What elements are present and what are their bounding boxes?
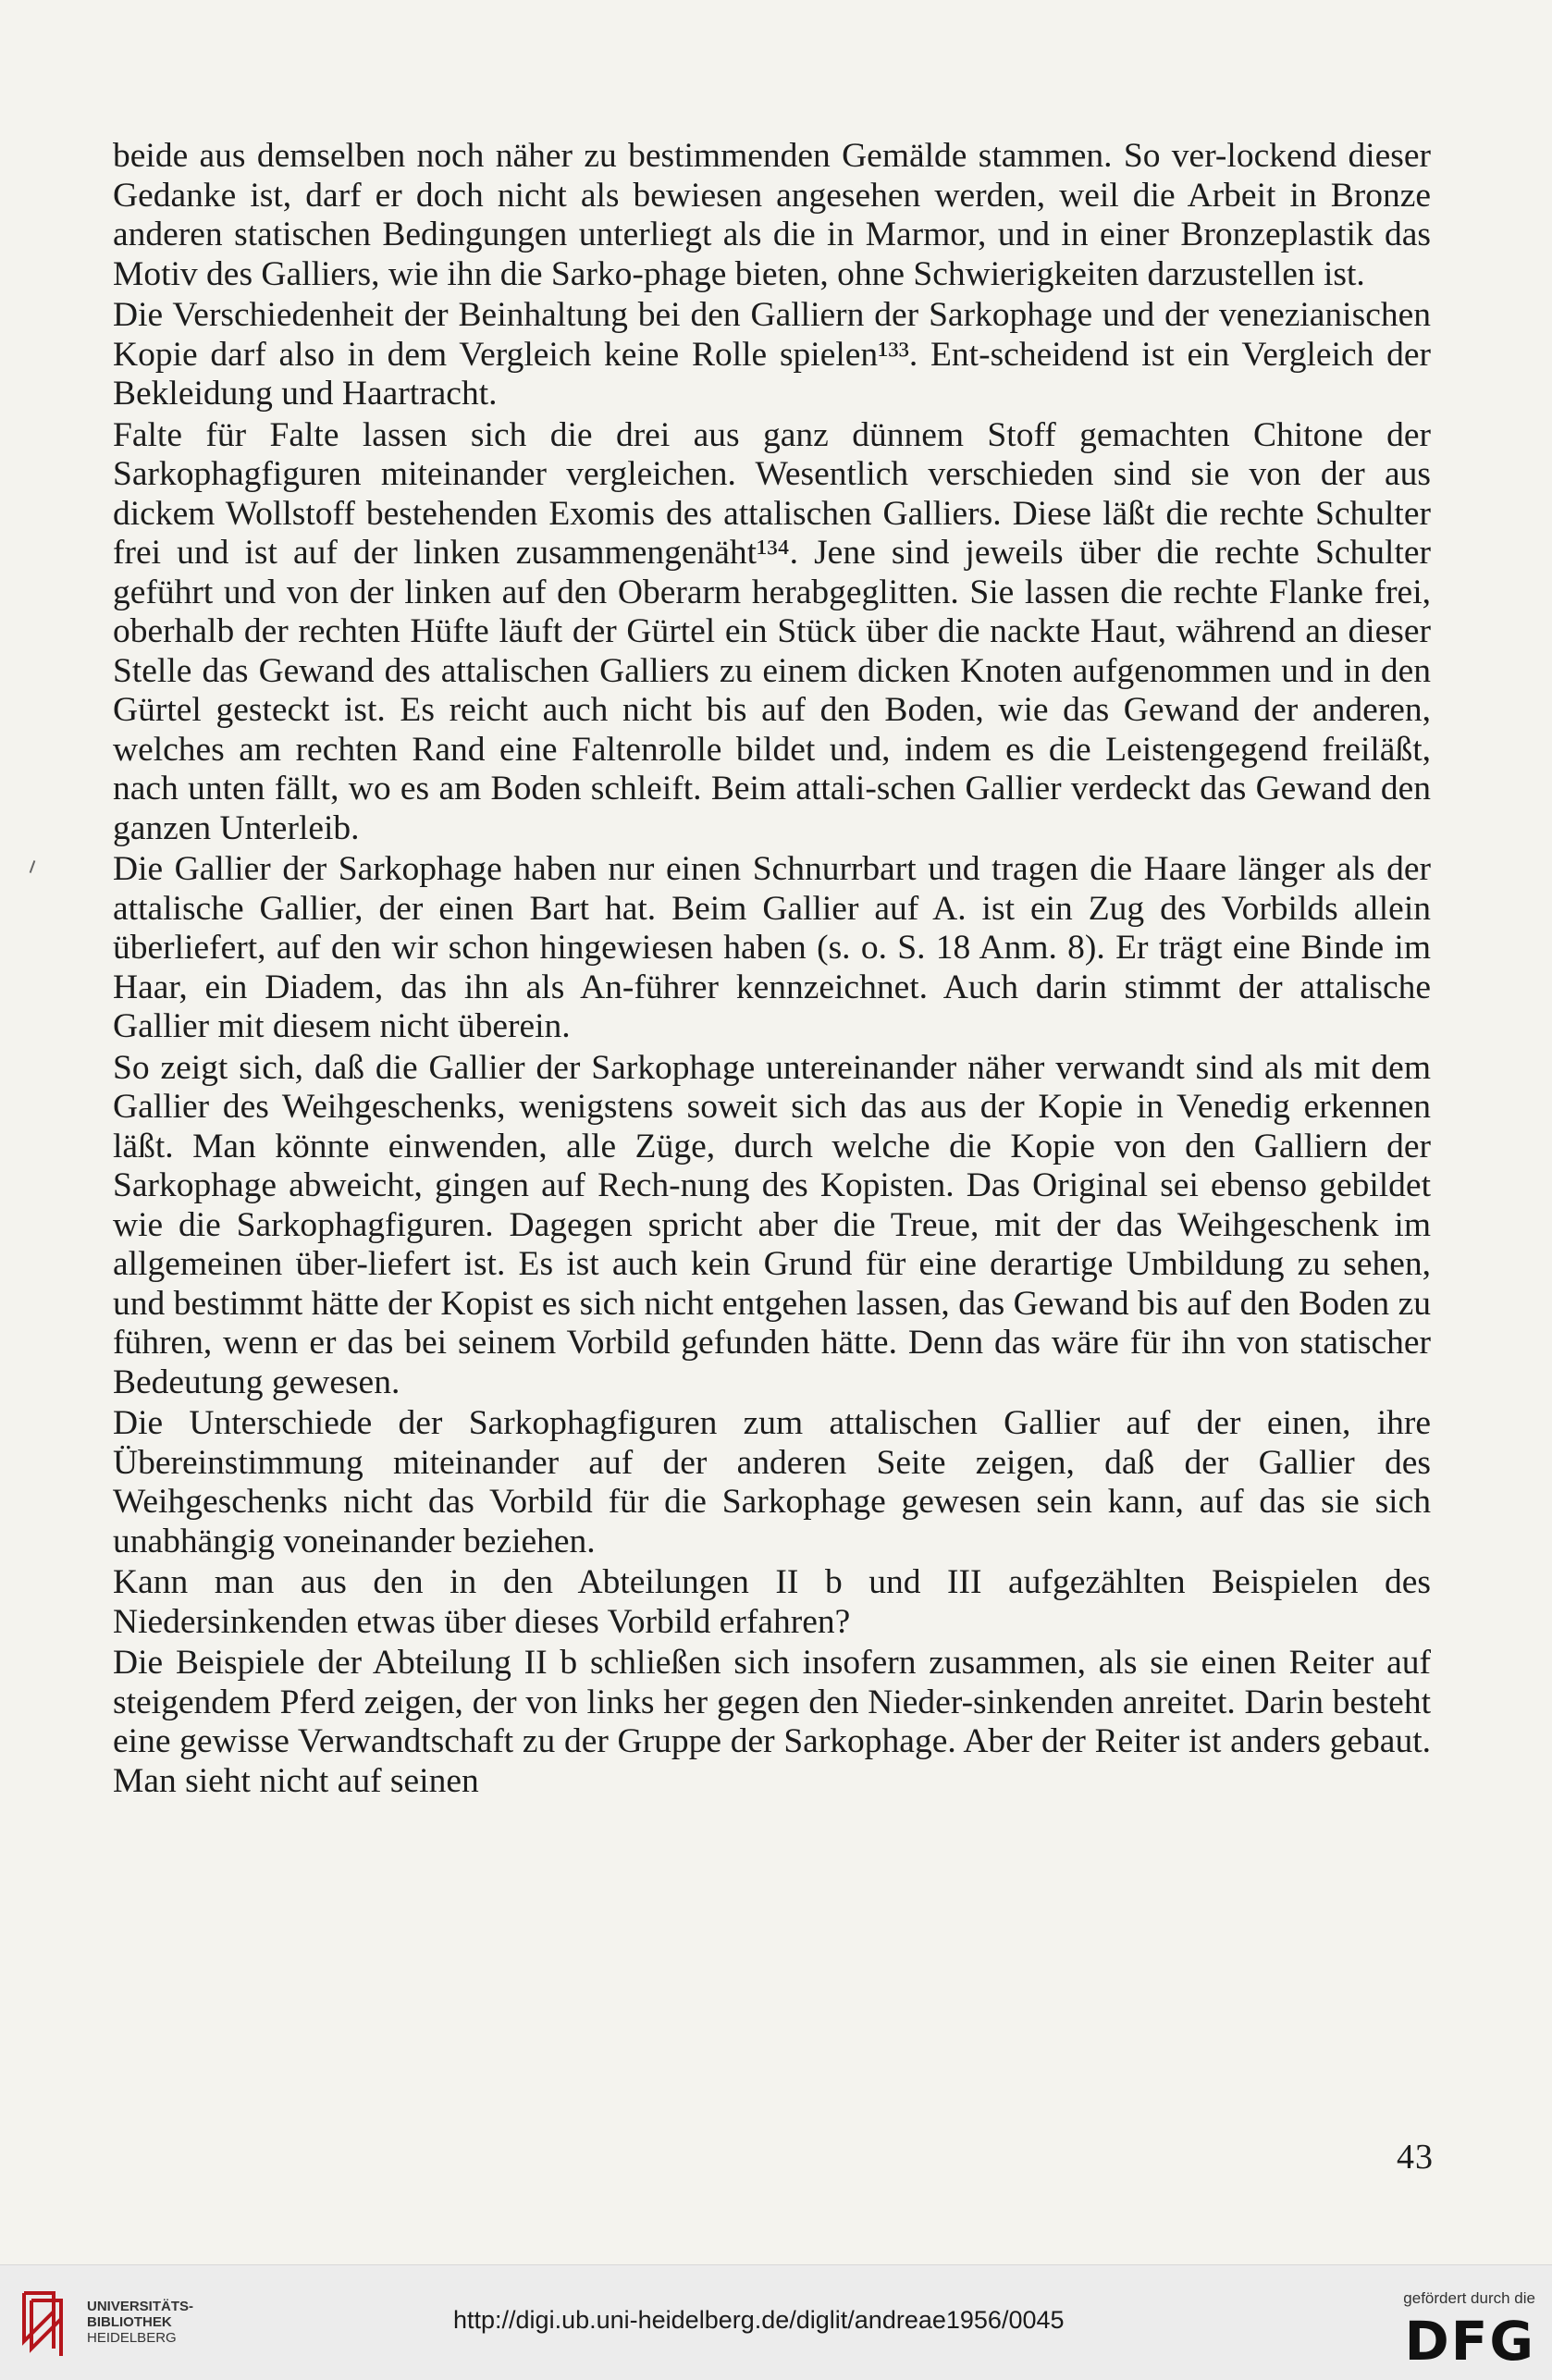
page-number: 43	[1397, 2138, 1434, 2177]
paragraph: Die Unterschiede der Sarkophagfiguren zum attalischen Gallier auf der einen, ihre Übereinstimmung miteinander auf der anderen Seite zeigen, daß der Gallier des Weihgeschenks nicht das Vorbild für die Sarkophage gewesen sein kann, auf das sie sich unabhängig voneinander beziehen.	[113, 1404, 1431, 1560]
sponsor-label: gefördert durch die	[1403, 2289, 1535, 2307]
paragraph: Die Beispiele der Abteilung II b schließen sich insofern zusammen, als sie einen Reiter auf steigendem Pferd zeigen, der von links her gegen den Nieder-sinkenden anreitet. Darin besteht eine gewisse Verwandtschaft zu der Gruppe der Sarkophage. Aber der Reiter ist anders gebaut. Man sieht nicht auf seinen	[113, 1644, 1431, 1800]
paragraph: So zeigt sich, daß die Gallier der Sarkophage untereinander näher verwandt sind als mit dem Gallier des Weihgeschenks, wenigstens soweit sich das aus der Kopie in Venedig erkennen läßt. Man könnte einwenden, alle Züge, durch welche die Kopie von den Galliern der Sarkophage abweicht, gingen auf Rech-nung des Kopisten. Das Original sei ebenso gebildet wie die Sarkophagfiguren. Dagegen spricht aber die Treue, mit der das Weihgeschenk im allgemeinen über-liefert ist. Es ist auch kein Grund für eine derartige Umbildung zu sehen, und bestimmt hätte der Kopist es sich nicht entgehen lassen, das Gewand bis auf den Boden zu führen, wenn er das bei seinem Vorbild gefunden hätte. Denn das wäre für ihn von statischer Bedeutung gewesen.	[113, 1048, 1431, 1401]
paragraph: Die Verschiedenheit der Beinhaltung bei den Galliern der Sarkophage und der venezianischen Kopie darf also in dem Vergleich keine Rolle spielen¹³³. Ent-scheidend ist ein Vergleich der Bekleidung und Haartracht.	[113, 296, 1431, 413]
permalink-url[interactable]: http://digi.ub.uni-heidelberg.de/diglit/andreae1956/0045	[453, 2306, 1065, 2334]
library-name-line: UNIVERSITÄTS-	[87, 2299, 194, 2314]
library-name-line: HEIDELBERG	[87, 2330, 177, 2346]
body-text	[113, 137, 1431, 1801]
paragraph: Die Gallier der Sarkophage haben nur einen Schnurrbart und tragen die Haare länger als der attalische Gallier, der einen Bart hat. Beim Gallier auf A. ist ein Zug des Vorbilds allein überliefert, auf den wir schon hingewiesen haben (s. o. S. 18 Anm. 8). Er trägt eine Binde im Haar, ein Diadem, das ihn als An-führer kennzeichnet. Auch darin stimmt der attalische Gallier mit diesem nicht überein.	[113, 850, 1431, 1045]
paragraph: Kann man aus den in den Abteilungen II b und III aufgezählten Beispielen des Niedersinkenden etwas über dieses Vorbild erfahren?	[113, 1563, 1431, 1641]
margin-mark	[30, 860, 36, 873]
paragraph: Falte für Falte lassen sich die drei aus ganz dünnem Stoff gemachten Chitone der Sarkophagfiguren miteinander vergleichen. Wesentlich verschieden sind sie von der aus dickem Wollstoff bestehenden Exomis des attalischen Galliers. Diese läßt die rechte Schulter frei und ist auf der linken zusammengenäht¹³⁴. Jene sind jeweils über die rechte Schulter geführt und von der linken auf den Oberarm herabgeglitten. Sie lassen die rechte Flanke frei, oberhalb der rechten Hüfte läuft der Gürtel ein Stück über die nackte Haut, während an dieser Stelle das Gewand des attalischen Galliers zu einem dicken Knoten aufgenommen und in den Gürtel gesteckt ist. Es reicht auch nicht bis auf den Boden, wie das Gewand der anderen, welches am rechten Rand eine Faltenrolle bildet und, indem es die Leistengegend freiläßt, nach unten fällt, wo es am Boden schleift. Beim attali-schen Gallier verdeckt das Gewand den ganzen Unterleib.	[113, 415, 1431, 847]
dfg-logo: DFG	[1404, 2310, 1535, 2373]
sponsor-block[interactable]	[1360, 2289, 1535, 2373]
library-name-line: BIBLIOTHEK	[87, 2314, 172, 2330]
footer-bar	[0, 2264, 1552, 2380]
library-name[interactable]	[87, 2299, 193, 2346]
paragraph: beide aus demselben noch näher zu bestimmenden Gemälde stammen. So ver-lockend dieser Gedanke ist, darf er doch nicht als bewiesen angesehen werden, weil die Arbeit in Bronze anderen statischen Bedingungen unterliegt als die in Marmor, und in einer Bronzeplastik das Motiv des Galliers, wie ihn die Sarko-phage bieten, ohne Schwierigkeiten darzustellen ist.	[113, 137, 1431, 293]
library-logo-icon[interactable]	[17, 2284, 76, 2362]
